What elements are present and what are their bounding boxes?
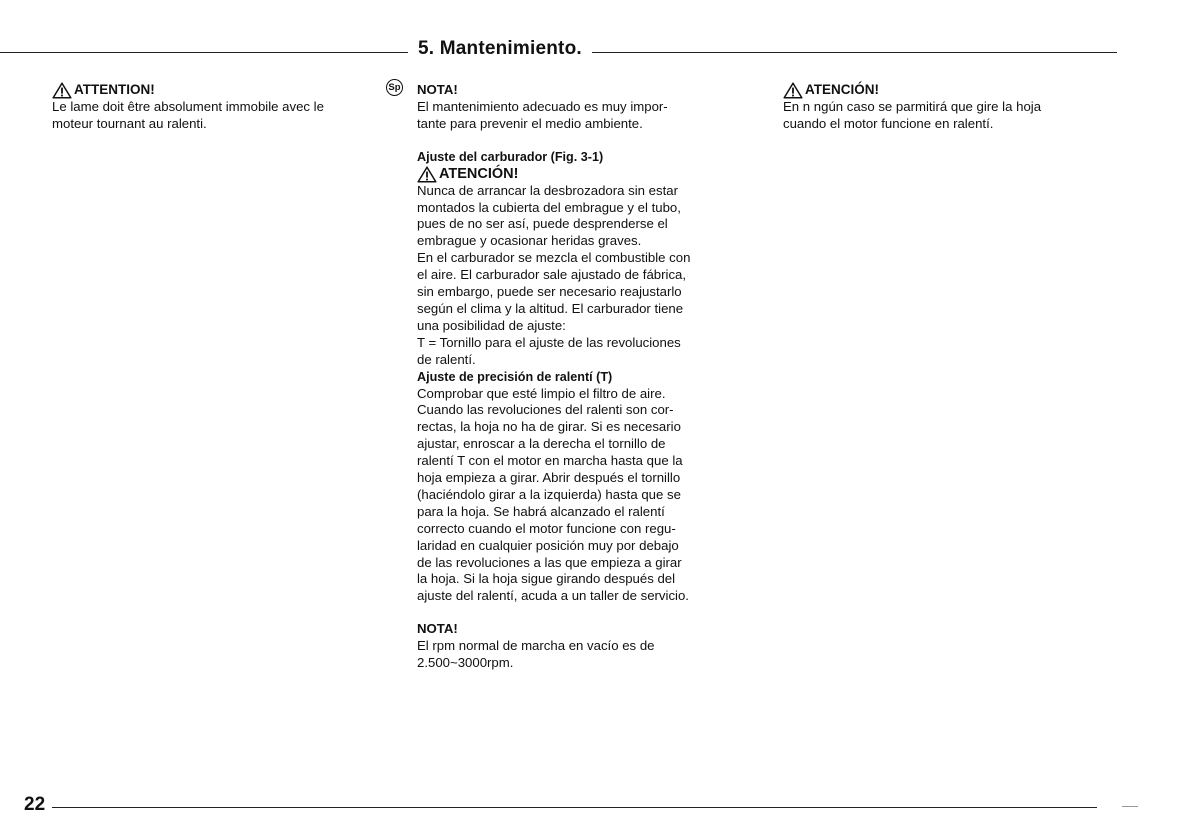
precision-line-5: ralentí T con el motor en marcha hasta que la [417, 453, 683, 469]
carb-line-7: sin embargo, puede ser necesario reajustarlo [417, 284, 682, 300]
precision-heading: Ajuste de precisión de ralentí (T) [417, 369, 613, 384]
carb-line-1: Nunca de arrancar la desbrozadora sin estar [417, 182, 678, 198]
carburetor-warning-heading [417, 166, 747, 183]
right-line-1: En n ngún caso se parmitirá que gire la hoja [783, 99, 1042, 114]
nota2-heading: NOTA! [417, 621, 458, 637]
precision-line-13: ajuste del ralentí, acuda a un taller de servicio. [417, 588, 689, 604]
footer-rule-stub [1122, 806, 1138, 807]
left-warning-text: ATTENTION! [74, 82, 155, 98]
precision-line-1: Comprobar que esté limpio el filtro de aire. [417, 385, 666, 401]
warning-triangle-icon [783, 82, 803, 99]
precision-line-2: Cuando las revoluciones del ralenti son cor- [417, 402, 674, 418]
nota2-line-2: 2.500~3000rpm. [417, 655, 514, 671]
language-badge: Sp [386, 79, 403, 96]
carb-line-5: En el carburador se mezcla el combustible con [417, 250, 691, 266]
warning-triangle-icon [417, 166, 437, 183]
nota2-line-1: El rpm normal de marcha en vacío es de [417, 638, 655, 654]
carb-line-11: de ralentí. [417, 351, 476, 367]
nota-line-2: tante para prevenir el medio ambiente. [417, 115, 643, 131]
precision-line-3: rectas, la hoja no ha de girar. Si es necesario [417, 419, 681, 435]
nota-line-1: El mantenimiento adecuado es muy impor- [417, 98, 668, 114]
header-rule-left [0, 52, 408, 53]
right-warning-heading [783, 82, 1083, 99]
page-title: 5. Mantenimiento. [418, 38, 582, 59]
right-warning-text: ATENCIÓN! [805, 82, 879, 98]
header-rule-right [592, 52, 1117, 53]
left-column [52, 82, 387, 133]
left-line-2: moteur tournant au ralenti. [52, 115, 207, 131]
precision-line-8: para la hoja. Se habrá alcanzado el ralentí [417, 503, 665, 519]
nota-heading: NOTA! [417, 82, 458, 97]
carb-line-9: una posibilidad de ajuste: [417, 317, 566, 333]
precision-line-7: (haciéndolo girar a la izquierda) hasta que se [417, 486, 681, 502]
precision-line-9: correcto cuando el motor funcione con regu- [417, 520, 676, 536]
page-number: 22 [24, 794, 46, 815]
carburetor-warning-text: ATENCIÓN! [439, 165, 519, 182]
precision-line-12: la hoja. Si la hoja sigue girando después del [417, 571, 676, 587]
carb-line-8: según el clima y la altitud. El carburador tiene [417, 300, 684, 316]
right-column [783, 82, 1083, 133]
carb-line-10: T = Tornillo para el ajuste de las revoluciones [417, 334, 681, 350]
left-warning-heading [52, 82, 387, 99]
precision-line-10: laridad en cualquier posición muy por debajo [417, 537, 679, 553]
carb-line-3: pues de no ser así, puede desprenderse el [417, 216, 668, 232]
warning-triangle-icon [52, 82, 72, 99]
carb-line-6: el aire. El carburador sale ajustado de fábrica, [417, 267, 687, 283]
precision-line-11: de las revoluciones a las que empieza a girar [417, 554, 682, 570]
precision-line-6: hoja empieza a girar. Abrir después el tornillo [417, 470, 681, 486]
carb-line-4: embrague y ocasionar heridas graves. [417, 233, 642, 249]
carburetor-heading: Ajuste del carburador (Fig. 3-1) [417, 149, 604, 164]
carb-line-2: montados la cubierta del embrague y el tubo, [417, 199, 681, 215]
footer-rule [52, 807, 1097, 808]
right-line-2: cuando el motor funcione en ralentí. [783, 115, 994, 131]
precision-line-4: ajustar, enroscar a la derecha el tornillo de [417, 436, 666, 452]
middle-column [417, 82, 747, 672]
left-line-1: Le lame doit être absolument immobile avec le [52, 99, 324, 114]
